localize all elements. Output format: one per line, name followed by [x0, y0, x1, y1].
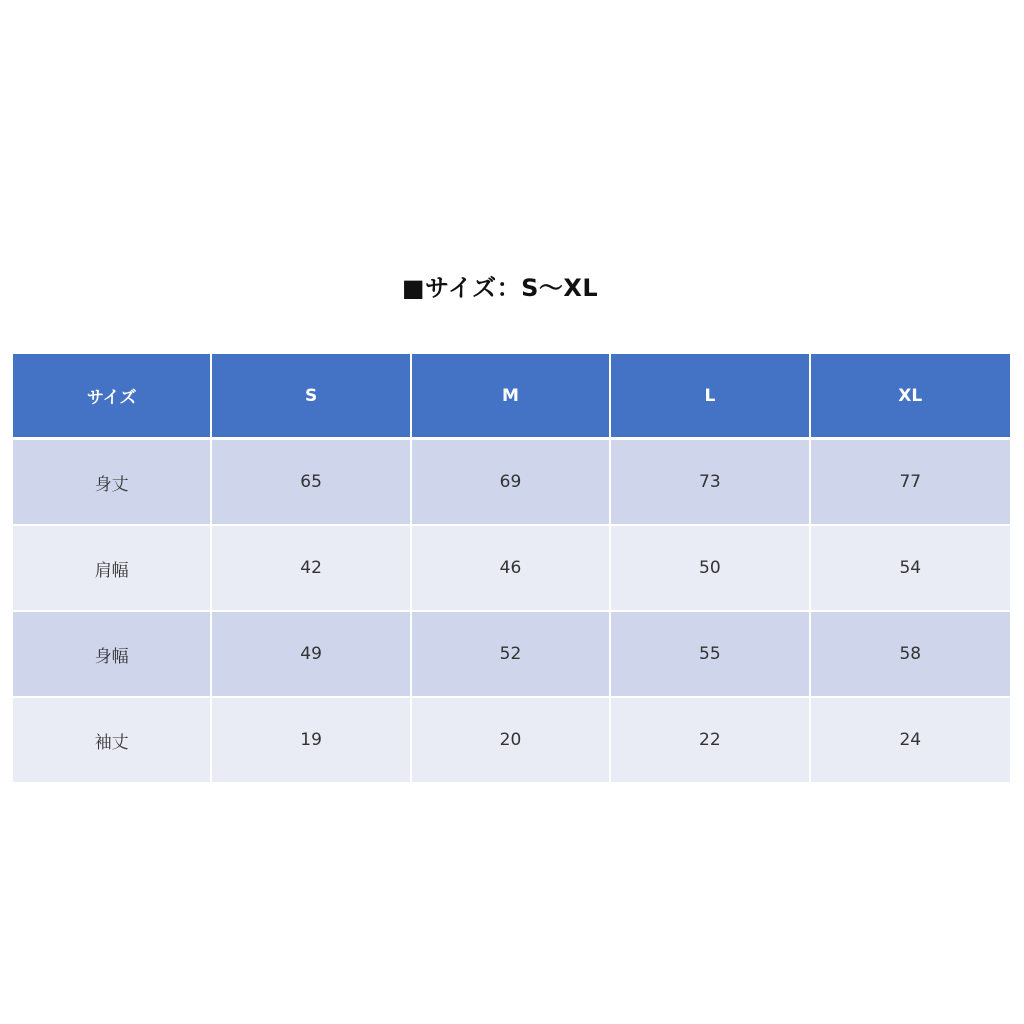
table-cell: 19 — [212, 698, 411, 782]
row-label: 身丈 — [13, 440, 212, 526]
table-cell: 58 — [811, 612, 1010, 698]
table-cell: 22 — [611, 698, 810, 782]
table-cell: 73 — [611, 440, 810, 526]
row-label: 袖丈 — [13, 698, 212, 782]
header-cell-xl: XL — [811, 354, 1010, 440]
table-cell: 46 — [412, 526, 611, 612]
row-label: 肩幅 — [13, 526, 212, 612]
table-cell: 65 — [212, 440, 411, 526]
table-row — [13, 612, 1010, 698]
table-cell: 77 — [811, 440, 1010, 526]
table-header-row — [13, 354, 1010, 440]
table-row — [13, 698, 1010, 782]
size-table — [13, 354, 1010, 782]
table-cell: 24 — [811, 698, 1010, 782]
table-row — [13, 440, 1010, 526]
table-cell: 49 — [212, 612, 411, 698]
header-cell-s: S — [212, 354, 411, 440]
table-cell: 20 — [412, 698, 611, 782]
header-cell-size: サイズ — [13, 354, 212, 440]
page-title: ■サイズ：S〜XL — [401, 274, 599, 302]
table-cell: 42 — [212, 526, 411, 612]
table-cell: 69 — [412, 440, 611, 526]
row-label: 身幅 — [13, 612, 212, 698]
header-cell-m: M — [412, 354, 611, 440]
table-cell: 55 — [611, 612, 810, 698]
table-cell: 54 — [811, 526, 1010, 612]
header-cell-l: L — [611, 354, 810, 440]
table-row — [13, 526, 1010, 612]
table-cell: 52 — [412, 612, 611, 698]
table-cell: 50 — [611, 526, 810, 612]
